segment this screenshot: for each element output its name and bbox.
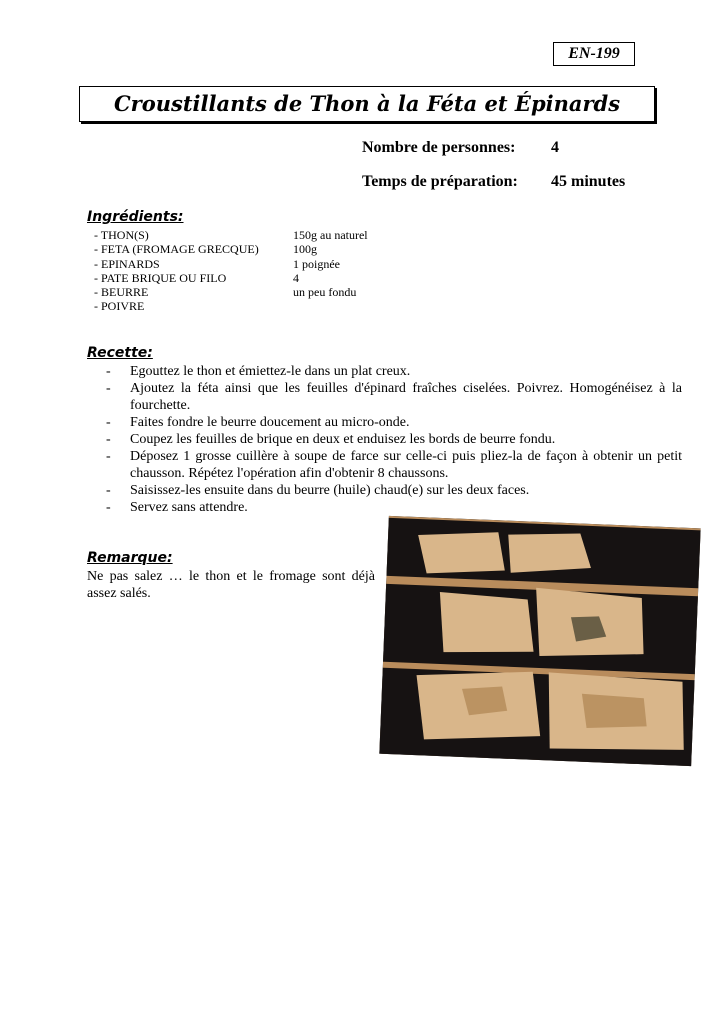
- ingredient-quantity: 1 poignée: [293, 256, 340, 271]
- recipe-step: - Faites fondre le beurre doucement au micro-onde.: [106, 415, 410, 430]
- pastry-3: [437, 592, 535, 656]
- note-heading: Remarque:: [87, 550, 173, 566]
- golden-crust: [581, 694, 648, 731]
- ingredient-name: - FETA (FROMAGE GRECQUE): [94, 242, 259, 257]
- food-illustration: [379, 516, 700, 766]
- recipe-step: - Déposez 1 grosse cuillère à soupe de farce sur celle-ci puis pliez-la de façon à obtenir un petit chausson. Répétez l'opération afin d'obtenir 8 chaussons.: [106, 449, 682, 481]
- ingredient-row: [94, 271, 368, 285]
- recipe-steps: [106, 363, 682, 516]
- ingredients-list: [94, 228, 368, 314]
- pastry-1: [417, 529, 507, 576]
- ingredient-quantity: 150g au naturel: [293, 228, 368, 242]
- note-text: Ne pas salez … le thon et le fromage sont déjà assez salés.: [87, 569, 375, 601]
- ingredient-quantity: 100g: [293, 242, 317, 257]
- recipe-code: EN-199: [553, 42, 635, 66]
- ingredient-row: [94, 228, 368, 242]
- time-label: Temps de préparation:: [362, 173, 518, 190]
- recipe-step: - Servez sans attendre.: [106, 500, 248, 515]
- ingredient-name: - PATE BRIQUE OU FILO: [94, 270, 227, 285]
- ingredient-name: - THON(S): [94, 228, 149, 242]
- ingredient-name: - EPINARDS: [94, 256, 160, 271]
- ingredient-quantity: 4: [293, 270, 299, 285]
- ingredient-row: [94, 285, 368, 299]
- recipe-title: Croustillants de Thon à la Féta et Épinards: [79, 86, 655, 122]
- time-value: 45 minutes: [551, 173, 626, 190]
- recipe-step: - Egouttez le thon et émiettez-le dans un plat creux.: [106, 364, 411, 379]
- recipe-step: - Ajoutez la féta ainsi que les feuilles d'épinard fraîches ciselées. Poivrez. Homogénéisez à la fourchette.: [106, 381, 682, 413]
- ingredient-name: - BEURRE: [94, 285, 149, 300]
- ingredient-row: [94, 242, 368, 256]
- recipe-photo: [379, 516, 700, 766]
- servings-label: Nombre de personnes:: [362, 139, 516, 156]
- recipe-step: - Coupez les feuilles de brique en deux et enduisez les bords de beurre fondu.: [106, 432, 556, 447]
- ingredient-row: [94, 299, 368, 313]
- ingredient-quantity: un peu fondu: [293, 285, 357, 300]
- recipe-heading: Recette:: [87, 345, 153, 361]
- ingredient-name: - POIVRE: [94, 299, 145, 314]
- ingredients-heading: Ingrédients:: [87, 209, 184, 225]
- servings-value: 4: [551, 139, 559, 156]
- recipe-step: - Saisissez-les ensuite dans du beurre (huile) chaud(e) sur les deux faces.: [106, 483, 530, 498]
- ingredient-row: [94, 257, 368, 271]
